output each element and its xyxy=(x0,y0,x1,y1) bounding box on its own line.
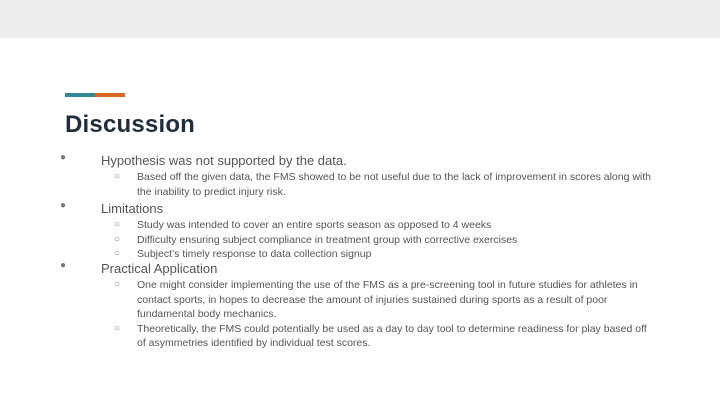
slide-title: Discussion xyxy=(65,111,196,138)
sub-bullet-item xyxy=(114,170,657,199)
accent-bar-orange xyxy=(95,93,125,97)
sub-bullet-text: Study was intended to cover an entire sports season as opposed to 4 weeks xyxy=(137,219,492,231)
sub-list xyxy=(60,278,660,351)
sub-bullet-item xyxy=(114,278,657,322)
bullet-dot-icon: ● xyxy=(60,260,67,271)
bullet-label: Limitations xyxy=(101,201,164,216)
sub-bullet-text: Difficulty ensuring subject compliance in treatment group with corrective exercises xyxy=(137,233,518,246)
sub-bullet-circle-icon: ○ xyxy=(114,322,121,334)
sub-bullet-circle-icon: ○ xyxy=(114,171,121,182)
sub-bullet-item xyxy=(114,322,657,351)
sub-bullet-text: Subject’s timely response to data collection signup xyxy=(137,248,372,260)
sub-bullet-circle-icon: ○ xyxy=(114,279,121,290)
sub-bullet-circle-icon: ○ xyxy=(114,248,121,259)
bullet-label: Hypothesis was not supported by the data. xyxy=(101,153,347,168)
bullet-item-limitations xyxy=(60,200,660,260)
sub-bullet-text: Theoretically, the FMS could potentially be used as a day to day tool to determine readiness for play based off of asymmetries identified by individual test scores. xyxy=(137,322,647,349)
top-bar xyxy=(0,0,720,38)
sub-bullet-text: One might consider implementing the use of the FMS as a pre-screening tool in future studies for athletes in contact sports, in hopes to decrease the amount of injuries sustained during sports as a result of poor fundamental body mechanics. xyxy=(137,279,638,320)
sub-list xyxy=(60,218,660,262)
sub-bullet-circle-icon: ○ xyxy=(114,233,121,245)
sub-bullet-text: Based off the given data, the FMS showed to be not useful due to the lack of improvement in scores along with the inability to predict injury risk. xyxy=(137,171,652,198)
bullet-dot-icon: ● xyxy=(60,200,67,211)
bullet-item-hypothesis xyxy=(60,152,660,200)
bullet-label: Practical Application xyxy=(101,261,218,276)
sub-bullet-circle-icon: ○ xyxy=(114,219,121,230)
sub-bullet-item xyxy=(114,218,657,233)
sub-list xyxy=(60,170,660,199)
accent-bar-teal xyxy=(65,93,95,97)
bullet-dot-icon: ● xyxy=(60,152,67,163)
bullet-item-practical-application xyxy=(60,260,660,351)
sub-bullet-item xyxy=(114,233,657,248)
slide-content xyxy=(60,152,660,351)
